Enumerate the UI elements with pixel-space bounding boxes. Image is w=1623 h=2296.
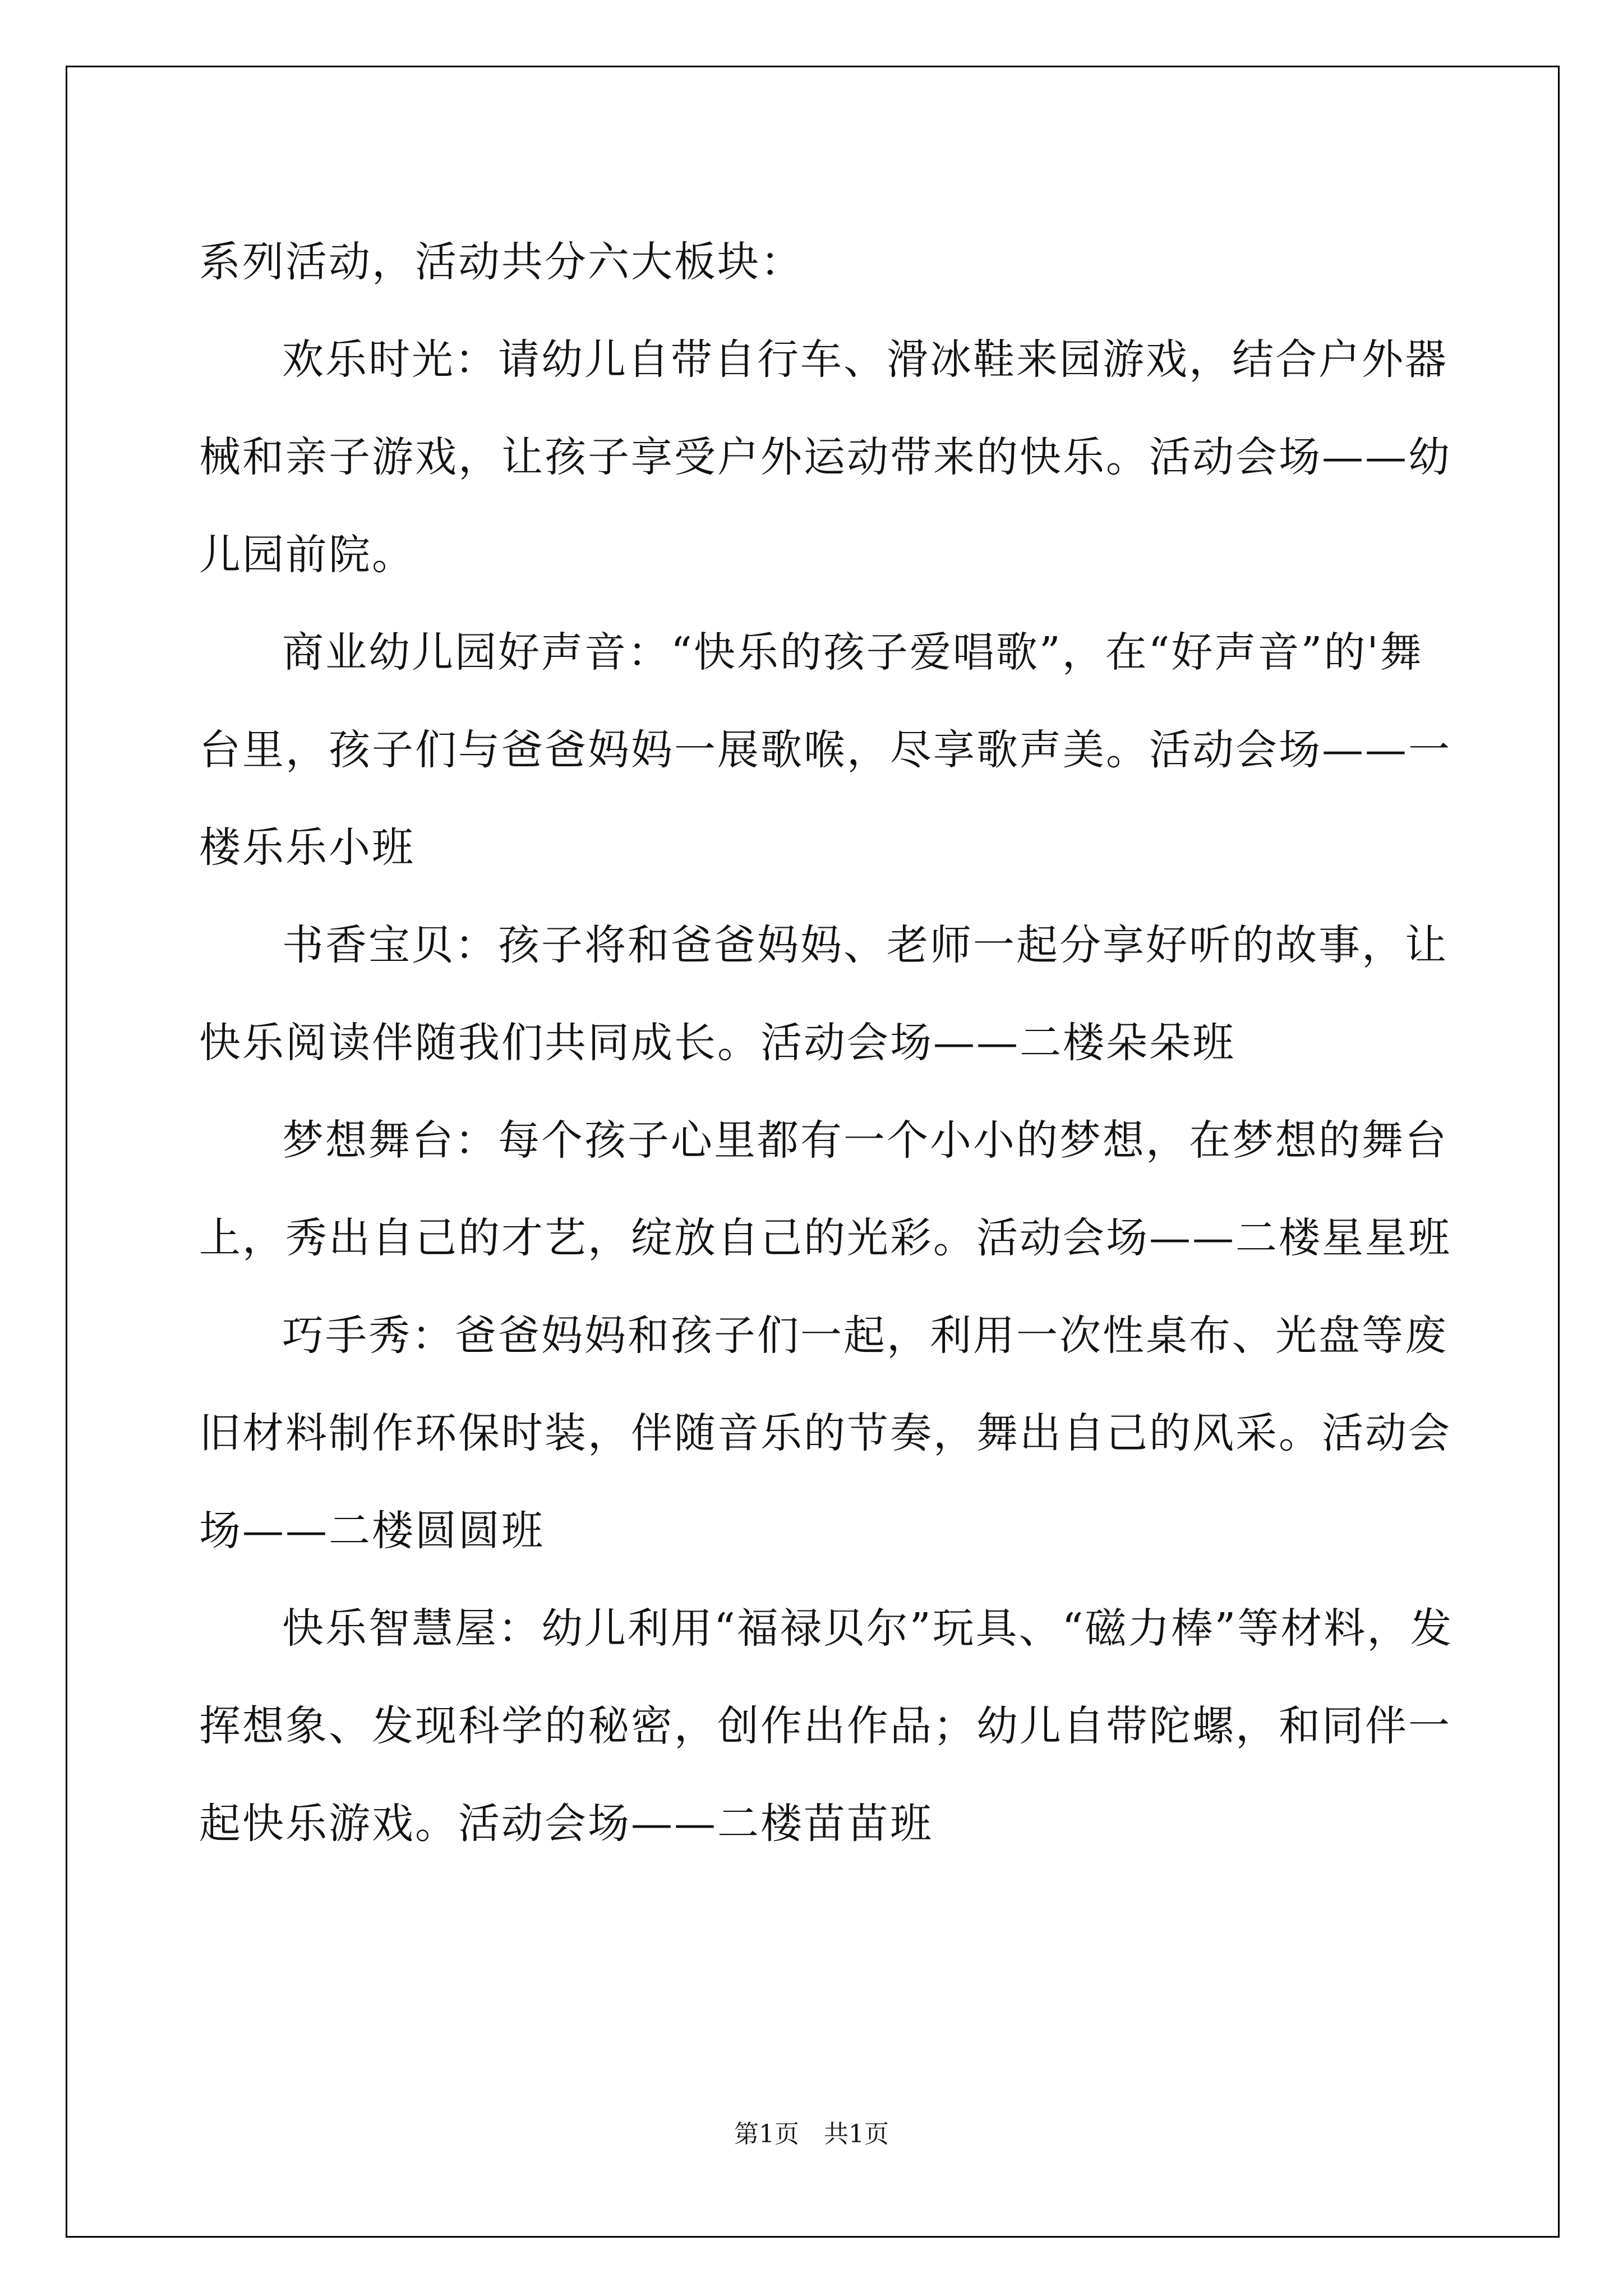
paragraph-dream-stage: 梦想舞台：每个孩子心里都有一个小小的梦想，在梦想的舞台上，秀出自己的才艺，绽放自己的光彩。活动会场——二楼星星班 [199, 1116, 1451, 1262]
paragraph-intro: 系列活动，活动共分六大板块： [199, 238, 804, 286]
paragraph-happy-time: 欢乐时光：请幼儿自带自行车、滑冰鞋来园游戏，结合户外器械和亲子游戏，让孩子享受户外运动带来的快乐。活动会场——幼儿园前院。 [199, 335, 1451, 579]
page-footer: 第1页 共1页 [734, 2120, 889, 2148]
paragraph-wisdom-house: 快乐智慧屋：幼儿利用“福禄贝尔”玩具、“磁力棒”等材料，发挥想象、发现科学的秘密，创作出作品；幼儿自带陀螺，和同伴一起快乐游戏。活动会场——二楼苗苗班 [199, 1604, 1454, 1848]
paragraph-book-baby: 书香宝贝：孩子将和爸爸妈妈、老师一起分享好听的故事，让快乐阅读伴随我们共同成长。活动会场——二楼朵朵班 [199, 921, 1448, 1067]
paragraph-craft-show: 巧手秀：爸爸妈妈和孩子们一起，利用一次性桌布、光盘等废旧材料制作环保时装，伴随音乐的节奏，舞出自己的风采。活动会场——二楼圆圆班 [199, 1312, 1451, 1555]
document-body [199, 213, 1455, 1872]
paragraph-good-voice: 商业幼儿园好声音：“快乐的孩子爱唱歌”，在“好声音”的'舞台里，孩子们与爸爸妈妈一展歌喉，尽享歌声美。活动会场——一楼乐乐小班 [199, 628, 1451, 872]
